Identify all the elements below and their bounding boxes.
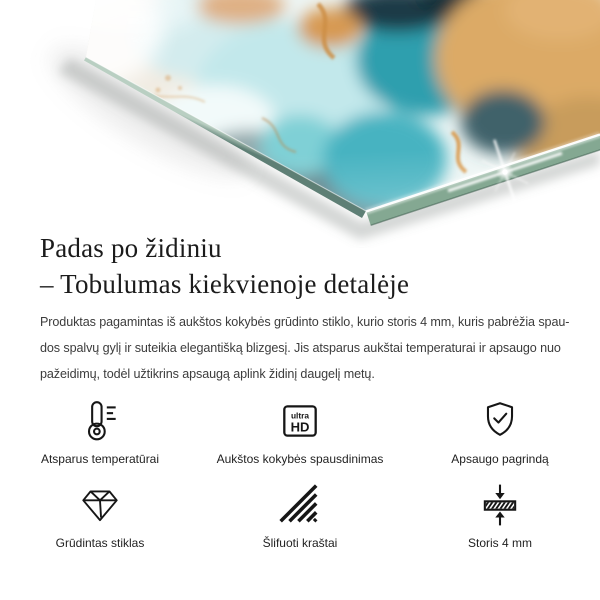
marble-artwork bbox=[0, 0, 600, 248]
page-title-line2: – Tobulumas kiekvienoje detalėje bbox=[40, 269, 410, 299]
page-title bbox=[40, 230, 409, 302]
feature-label: Storis 4 mm bbox=[467, 536, 532, 550]
svg-text:ultra: ultra bbox=[290, 410, 310, 421]
feature-grid bbox=[0, 398, 600, 550]
description-line: pažeidimų, todėl užtikrins apsaugą aplink židinį daugelį metų. bbox=[40, 366, 375, 381]
thermometer-icon bbox=[77, 398, 123, 444]
diamond-icon bbox=[77, 482, 123, 528]
feature-ultra-hd-print bbox=[200, 398, 400, 466]
feature-row-1 bbox=[0, 398, 600, 466]
thickness-icon bbox=[477, 482, 523, 528]
feature-row-2 bbox=[0, 482, 600, 550]
feature-thickness-4mm bbox=[400, 482, 600, 550]
polished-edges-icon bbox=[277, 482, 323, 528]
feature-protects-base bbox=[400, 398, 600, 466]
feature-tempered-glass bbox=[0, 482, 200, 550]
description-line: Produktas pagamintas iš aukštos kokybės grūdinto stiklo, kurio storis 4 mm, kuris pabrėžia spau- bbox=[40, 315, 570, 329]
page-title-line1: Padas po židiniu bbox=[40, 233, 222, 263]
product-photo bbox=[0, 0, 600, 248]
feature-heat-resistant bbox=[0, 398, 200, 466]
feature-polished-edges bbox=[200, 482, 400, 550]
ultra-hd-icon bbox=[277, 398, 323, 444]
shield-check-icon bbox=[477, 398, 523, 444]
feature-label: Aukštos kokybės spausdinimas bbox=[216, 452, 384, 466]
feature-label: Šlifuoti kraštai bbox=[262, 536, 338, 550]
feature-label: Atsparus temperatūrai bbox=[40, 452, 160, 466]
feature-label: Grūdintas stiklas bbox=[55, 536, 145, 550]
product-description bbox=[40, 310, 585, 387]
glass-panel-image bbox=[0, 0, 600, 248]
svg-text:HD: HD bbox=[290, 419, 310, 435]
description-line: dos spalvų gylį ir suteikia elegantišką blizgesį. Jis atsparus aukštai temperaturai ir apsaugo nuo bbox=[40, 340, 561, 355]
feature-label: Apsaugo pagrindą bbox=[451, 452, 549, 466]
